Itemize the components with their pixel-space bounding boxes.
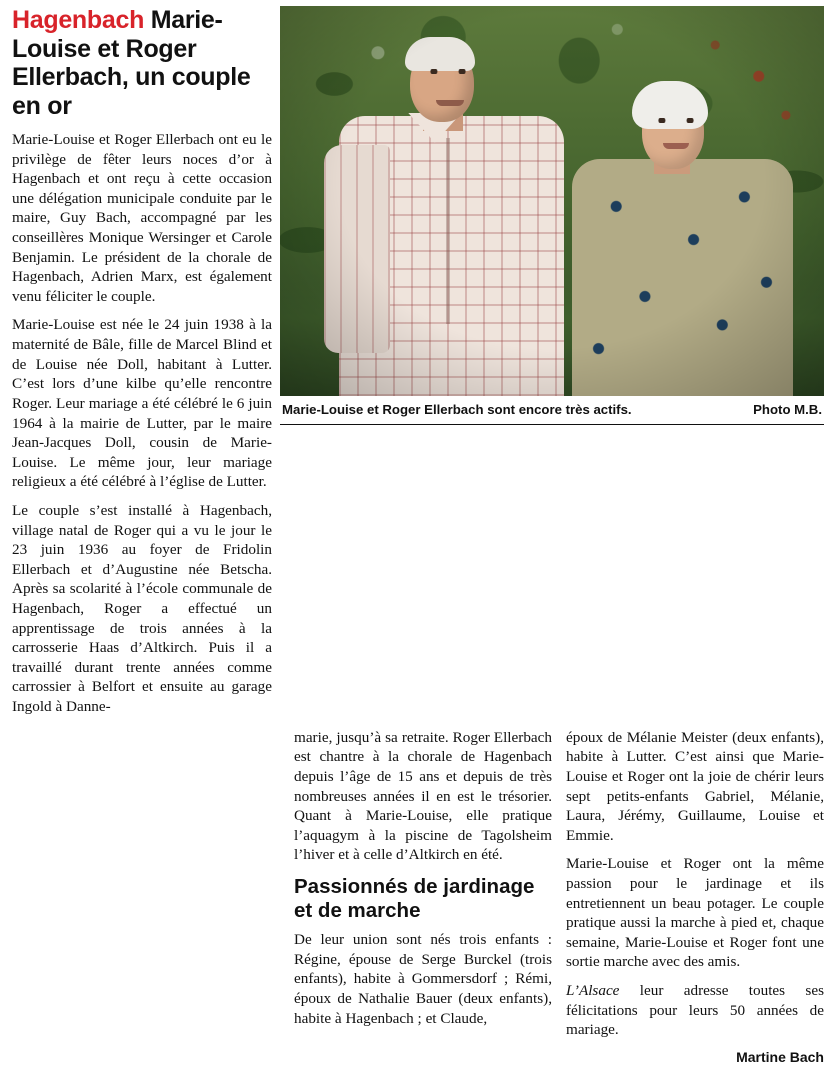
photo-caption: Marie-Louise et Roger Ellerbach sont encore très actifs. (282, 402, 632, 417)
article-top-section (12, 6, 824, 726)
lead-paragraph-3: Le couple s’est installé à Hagenbach, village natal de Roger qui a vu le jour le 23 juin 1936 au foyer de Fridolin Ellerbach et d’Augustine née Betscha. Après sa scolarité à l’école communale de Hagenbach, Roger a effectué un apprentissage de trois années à la carrosserie Haas d’Altkirch. Puis il a travaillé durant trente années comme carrossier à Belfort et ensuite au garage Ingold à Danne- (12, 501, 272, 716)
headline-rest: Marie-Louise et Roger Ellerbach, un couple en or (12, 6, 251, 120)
photo-caption-bar (280, 396, 824, 425)
publication-name: L’Alsace (566, 981, 620, 999)
column-three-paragraph-1: époux de Mélanie Meister (deux enfants), habite à Lutter. C’est ainsi que Marie-Louise et Roger ont la joie de chérir leurs sept petits-enfants Gabriel, Mélanie, Laura, Jérémy, Guillaume, Louise et Emmie. (566, 728, 824, 844)
lead-paragraph-1: Marie-Louise et Roger Ellerbach ont eu le privilège de fêter leurs noces d’or à Hagenbach et ont reçu à cette occasion une délégation municipale conduite par le maire, Guy Bach, accompagné par les conseillères Monique Wersinger et Carole Benjamin. Le président de la chorale de Hagenbach, Adrien Marx, est également venu féliciter le couple. (12, 131, 272, 305)
section-subheading: Passionnés de jardinage et de marche (294, 874, 535, 922)
column-three-paragraph-2: Marie-Louise et Roger ont la même passion pour le jardinage et ils entretiennent un beau potager. Le couple pratique aussi la marche à pied et, chaque semaine, Marie-Louise et Roger font une sortie marche avec des amis. (566, 855, 824, 971)
photo-vignette (280, 6, 824, 396)
column-two-body (294, 728, 552, 865)
column-two-paragraph-2: De leur union sont nés trois enfants : Régine, épouse de Serge Burckel (trois enfants), habite à Gommersdorf ; Rémi, époux de Nathalie Bauer (deux enfants), habite à Hagenbach ; et Claude, (294, 931, 552, 1027)
article-photo (280, 6, 824, 396)
column-three-paragraph-3 (566, 981, 824, 1040)
column-one-spacer (12, 728, 280, 1065)
lead-text (12, 130, 272, 717)
column-two-body-after-subhead (294, 930, 552, 1028)
page-title (12, 6, 272, 120)
article-columns (12, 728, 824, 1065)
headline-locality: Hagenbach (12, 6, 145, 34)
author-signature: Martine Bach (736, 1048, 824, 1065)
column-three (566, 728, 824, 1065)
headline-and-lead-column (12, 6, 280, 726)
photo-column (280, 6, 824, 433)
column-two (294, 728, 552, 1065)
photo-credit: Photo M.B. (753, 402, 822, 417)
lead-paragraph-2: Marie-Louise est née le 24 juin 1938 à la maternité de Bâle, fille de Marcel Blind et de Louise née Doll, habitant à Lutter. C’est lors d’une kilbe qu’elle rencontre Roger. Leur mariage a été célébré le 6 juin 1964 à la mairie de Lutter, par le maire Jean-Jacques Doll, cousin de Marie-Louise. Le même jour, leur mariage religieux a été célébré à l’église de Lutter. (12, 316, 272, 491)
column-three-body (566, 728, 824, 1040)
column-three-closing-text: leur adresse toutes ses félicitations pour leurs 50 années de mariage. (566, 981, 824, 1039)
column-two-paragraph-1: marie, jusqu’à sa retraite. Roger Ellerbach est chantre à la chorale de Hagenbach depuis l’âge de 15 ans et depuis de très nombreuses années il en est le trésorier. Quant à Marie-Louise, elle pratique l’aquagym à la piscine de Tagolsheim l’hiver et à celle d’Altkirch en été. (294, 728, 552, 864)
